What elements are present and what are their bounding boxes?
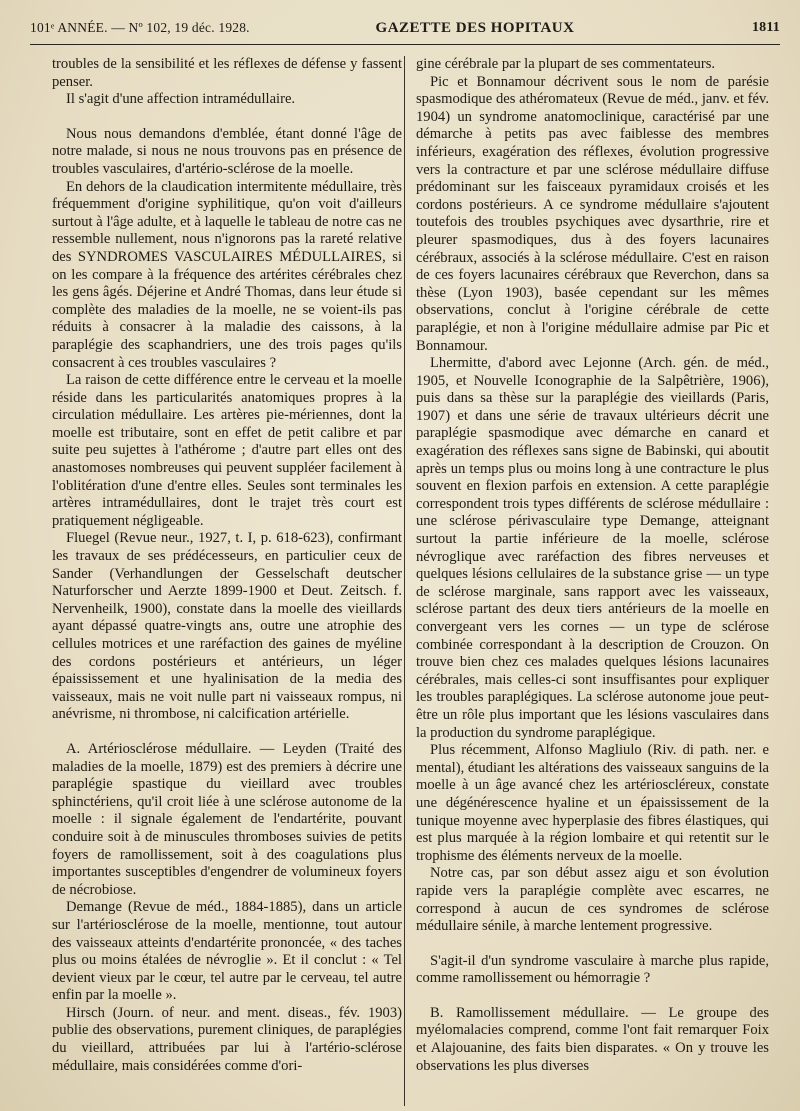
section-b-paragraph: B. Ramollissement médullaire. — Le groupe des myélomalacies comprend, comme l'ont fait remarquer Foix et Alajouanine, des faits bien disparates. « On y trouve les observations les plus diverses bbox=[416, 1004, 769, 1074]
paragraph: gine cérébrale par la plupart de ses commentateurs. bbox=[416, 56, 716, 72]
paragraph: Il s'agit d'une affection intramédullaire. bbox=[66, 91, 296, 108]
paragraph: La raison de cette différence entre le cerveau et la moelle réside dans les particularités anatomiques propres à la circulation médullaire. Les artères pie-mériennes, dont la moelle est tributaire, sont en effet de petit calibre et par suite peu sujettes à l'athérome ; d'autre part elles ont des anastomoses nombreuses qui peuvent suppléer facilement à l'oblitération d'une d'entre elles. Seules sont terminales les artères intramédullaires, dont le trajet très court est pratiquement négligeable. bbox=[52, 372, 402, 529]
paragraph: troubles de la sensibilité et les réflexes de défense y fassent penser. bbox=[52, 56, 402, 90]
paragraph: Notre cas, par son début assez aigu et son évolution rapide vers la paraplégie complète avec escarres, ne correspond à aucun de ces syndromes de sclérose médullaire sénile, à marche lentement progressive. bbox=[416, 865, 769, 935]
paragraph: Pic et Bonnamour décrivent sous le nom de parésie spasmodique des athéromateux (Revue de méd., janv. et fév. 1904) un syndrome anatomoclinique, caractérisé par une démarche à petits pas avec faiblesse des membres inférieurs, exagération des réflexes, évolution progressive vers la contracture et par une sclérose médullaire diffuse prédominant sur les faisceaux pyramidaux croisés et les cordons postérieurs. A ce syndrome médullaire s'ajoutent toutefois des troubles psychiques avec dysarthrie, rire et pleurer spasmodiques, dus à des foyers lacunaires cérébraux, associés à la sclérose médullaire. C'est en raison de ces foyers lacunaires cérébraux que Reverchon, dans sa thèse (Lyon 1903), basée cependant sur les mêmes observations, conclut à l'origine cérébrale de cette paraplégie, et non à l'origine médullaire admise par Pic et Bonnamour. bbox=[416, 73, 769, 354]
paragraph: En dehors de la claudication intermitente médullaire, très fréquemment d'origine syphilitique, qu'on voit d'ailleurs surtout à l'âge adulte, et à laquelle le tableau de notre cas ne ressemble nullement, nous n'ignorons pas la rareté relative des SYNDROMES VASCULAIRES MÉDULLAIRES, si on les compare à la fréquence des artérites cérébrales chez les gens âgés. Déjerine et André Thomas, dans leur étude si complète des maladies de la moelle, ne se voient-ils pas réduits à consacrer à la maladie des caissons, à la paraplégie des scaphandriers, une des trois pages qu'ils consacrent à ces troubles vasculaires ? bbox=[52, 178, 402, 371]
left-column bbox=[52, 56, 402, 1106]
paragraph: S'agit-il d'un syndrome vasculaire à marche plus rapide, comme ramollissement ou hémorragie ? bbox=[416, 952, 769, 987]
paragraph: Hirsch (Journ. of neur. and ment. diseas., fév. 1903) publie des observations, purement cliniques, de paraplégies du vieillard, attribuées par lui à l'artério-sclérose médullaire, mais considérées comme d'ori- bbox=[52, 1004, 402, 1074]
paragraph: Lhermitte, d'abord avec Lejonne (Arch. gén. de méd., 1905, et Nouvelle Iconographie de la Salpêtrière, 1906), puis dans sa thèse sur la paraplégie des vieillards (Paris, 1907) et dans une série de travaux ultérieurs décrit une paraplégie spasmodique avec démarche en canard et exagération des réflexes sans signe de Babinski, qui aboutit après un temps plus ou moins long à une contracture le plus souvent en flexion parfois en extension. A cette paraplégie correspondent trois types différents de sclérose médullaire : une sclérose périvasculaire type Demange, atteignant surtout la partie inférieure de la moelle, sclérose névroglique avec raréfaction des fibres nerveuses et quelques lésions cellulaires de la substance grise — un type de sclérose marginale, sans rapport avec les vaisseaux, sclérose partant des deux tiers antérieurs de la moelle en convergeant vers les cornes — un type de sclérose combinée correspondant à la description de Crouzon. On trouve bien chez ces malades quelques lésions lacunaires cérébrales, mais celles-ci sont insuffisantes pour expliquer les troubles paraplégiques. La sclérose autonome joue peut-être un rôle plus important que les lésions vasculaires dans la production du syndrome paraplégique. bbox=[416, 355, 769, 741]
paragraph: Nous nous demandons d'emblée, étant donné l'âge de notre malade, si nous ne nous trouvons pas en présence de troubles vasculaires, d'artério-sclérose de la moelle. bbox=[52, 125, 402, 177]
column-divider bbox=[404, 56, 405, 1106]
paragraph: Demange (Revue de méd., 1884-1885), dans un article sur l'artériosclérose de la moelle, mentionne, tout autour des vaisseaux atteints d'endartérite prononcée, « des taches plus ou moins étalées de névroglie ». Et il conclut : « Tel devient vieux par le cœur, tel autre par le cerveau, tel autre enfin par la moelle ». bbox=[52, 899, 402, 1004]
issue-info: 101ᵉ ANNÉE. — Nº 102, 19 déc. 1928. bbox=[30, 20, 250, 35]
page-header bbox=[30, 14, 780, 42]
header-rule bbox=[30, 44, 780, 45]
right-column bbox=[416, 56, 769, 1106]
journal-title: GAZETTE DES HOPITAUX bbox=[375, 19, 575, 36]
paragraph: Plus récemment, Alfonso Magliulo (Riv. di path. ner. e mental), étudiant les altérations des vaisseaux sanguins de la moelle à un âge avancé chez les artérioscléreux, constate une dégénérescence hyaline et un épaississement de la tunique moyenne avec hyperplasie des fibres élastiques, qui est plus marquée à la région lombaire et qui retentit sur le trophisme des éléments nerveux de la moelle. bbox=[416, 742, 769, 864]
page-number: 1811 bbox=[751, 20, 780, 35]
paragraph: Fluegel (Revue neur., 1927, t. I, p. 618-623), confirmant les travaux de ses prédécesseurs, en particulier ceux de Sander (Verhandlungen der Gesselschaft deutscher Naturforscher und Aerzte 1899-1900 et Deut. Zeitsch. f. Nervenheilk, 1900), constate dans la moelle des vieillards ayant dépassé quatre-vingts ans, outre une atrophie des cellules motrices et une raréfaction des gaines de myéline des cordons postérieurs et antérieurs, un léger épaississement et une hyalinisation de la media des vaisseaux, mais ne voit nulle part ni vaisseaux rompus, ni anévrisme, ni thrombose, ni calcification artérielle. bbox=[52, 530, 402, 723]
section-a-paragraph: A. Artériosclérose médullaire. — Leyden (Traité des maladies de la moelle, 1879) est des premiers à décrire une paraplégie spastique du vieillard avec troubles sphinctériens, qu'il croit liée à une sclérose autonome de la moelle : il signale également de l'endartérite, pouvant conduire soit à de minuscules thromboses suivies de petits foyers de ramollissement, soit à des coagulations plus importantes susceptibles d'engendrer de volumineux foyers de nécrobiose. bbox=[52, 740, 402, 898]
